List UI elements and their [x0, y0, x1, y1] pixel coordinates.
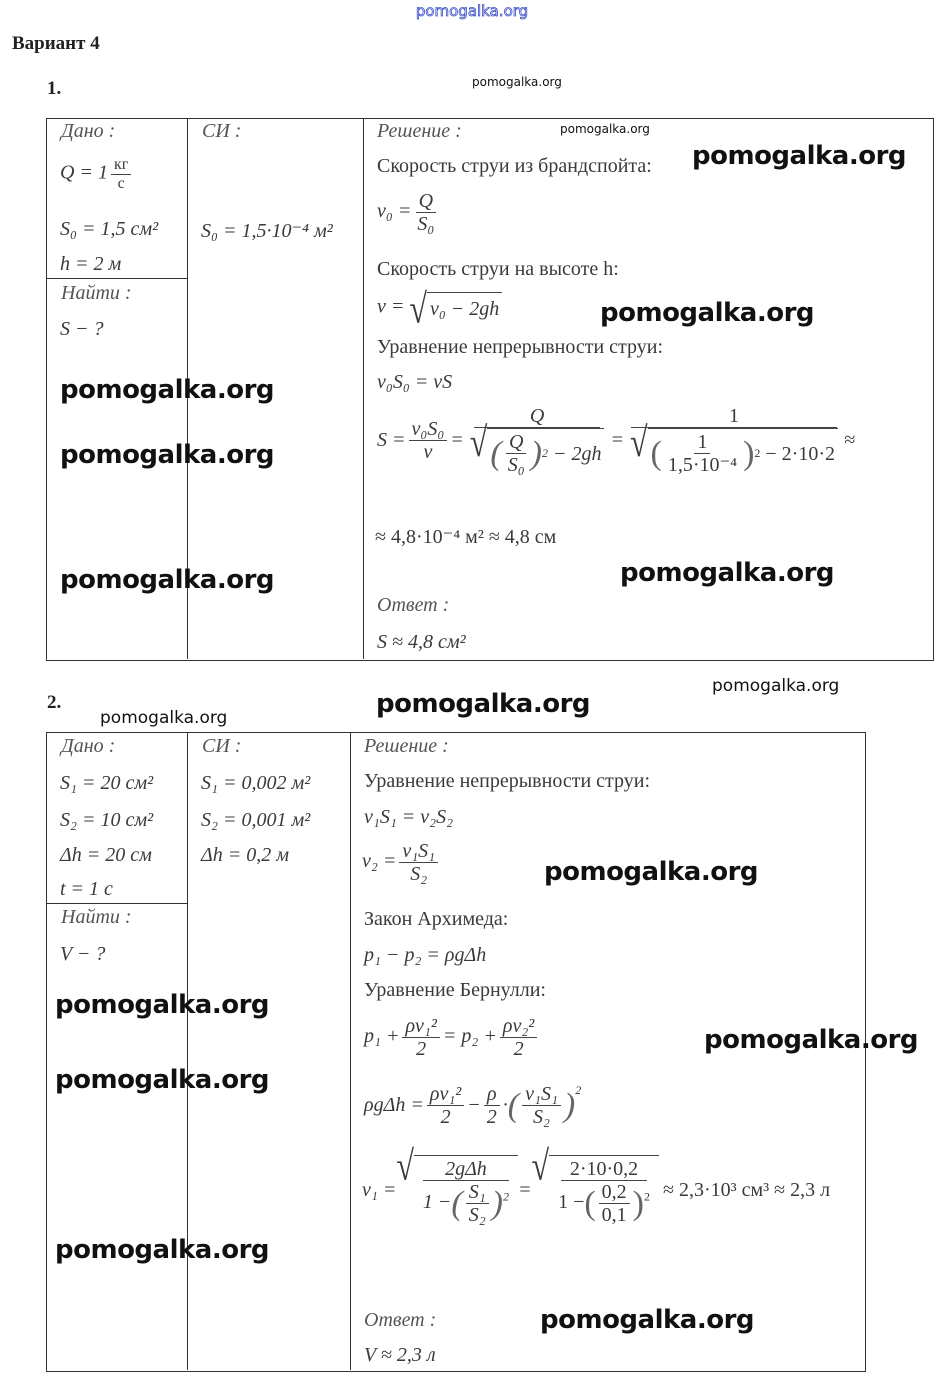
watermark: pomogalka.org [55, 1235, 270, 1265]
equals: = [518, 1179, 532, 1201]
frac-num: 0,2 [599, 1181, 630, 1204]
given-s2: S₂ = 10 см² [60, 809, 154, 831]
frac-den: S₀ [507, 454, 525, 476]
given-q-unit-num: кг [111, 156, 131, 175]
formula-lhs: v₂ = [362, 850, 397, 873]
frac-den: 1,5·10⁻⁴ [667, 454, 738, 476]
formula-lhs: v = [377, 295, 405, 318]
solution-text: Скорость струи из брандспойта: [377, 155, 652, 177]
formula-pressure: ρgΔh = $\frac{\text{ρv₁²}}{2}$ − $\frac{\rho}{2}$ · ( $\frac{\text{v₁S₁}}{\text{S₂}}$ ) $^2$ [364, 1083, 582, 1128]
formula-bernoulli [364, 1015, 540, 1060]
radicand: v₀ − 2gh [427, 292, 502, 324]
given-s0: S₀ = 1,5 см² [60, 218, 159, 240]
column-divider [350, 732, 351, 1370]
formula-v2 [362, 840, 441, 885]
given-q [60, 156, 134, 192]
frac-num: S₁ [466, 1181, 489, 1204]
exponent: 2 [575, 1083, 582, 1097]
si-s0: S₀ = 1,5·10⁻⁴ м² [201, 220, 333, 242]
find-value: V − ? [60, 943, 106, 965]
given-header: Дано : [61, 120, 116, 142]
frac-num: v₁S₁ [522, 1083, 561, 1106]
given-q-unit-den: с [117, 174, 125, 192]
frac-den: v [423, 441, 433, 463]
given-s1: S₁ = 20 см² [60, 772, 154, 794]
frac-den: 2 [440, 1106, 451, 1128]
approx-sign: ≈ [844, 429, 855, 451]
frac-num: 2·10·0,2 [561, 1158, 647, 1181]
watermark: pomogalka.org [600, 298, 815, 328]
row-divider [46, 278, 187, 279]
formula-part: p₁ + [364, 1025, 400, 1048]
find-header: Найти : [61, 906, 132, 928]
frac-num: v₁S₁ [399, 840, 438, 863]
radicand-tail: − 2·10·2 [765, 442, 835, 465]
exponent: 2 [644, 1189, 650, 1204]
row-divider [46, 903, 187, 904]
minus: − [467, 1094, 481, 1116]
frac-den: 2 [513, 1038, 524, 1060]
column-divider [363, 118, 364, 659]
frac-den: S₂ [533, 1106, 550, 1128]
formula-part: = p₂ + [442, 1025, 497, 1048]
watermark: pomogalka.org [544, 857, 759, 887]
frac-den: 2 [416, 1038, 427, 1060]
given-header: Дано : [61, 735, 116, 757]
frac-den: 0,1 [601, 1204, 627, 1226]
frac-num: 1 [694, 431, 710, 454]
frac-num: ρv₂² [500, 1015, 537, 1038]
formula-v1: v₁ = √ 2gΔh 1 −( $\frac{\text{S₁}}{\text{S₂}}$ )$^2$ = √ 2·10·0,2 1 −( $\frac{0,2}{0,1}$ )$^2$ ≈ 2,3·10³ см³ ≈ 2,3 л [362, 1141, 831, 1226]
watermark: pomogalka.org [620, 558, 835, 588]
answer: V ≈ 2,3 л [364, 1344, 436, 1366]
frac-num: Q [506, 431, 526, 454]
si-s1: S₁ = 0,002 м² [201, 772, 311, 794]
site-watermark: pomogalka.org [415, 2, 529, 20]
find-value: S − ? [60, 318, 104, 340]
given-h: h = 2 м [60, 253, 122, 275]
one-minus: 1 − [558, 1191, 585, 1214]
watermark: pomogalka.org [704, 1025, 919, 1055]
watermark: pomogalka.org [472, 75, 562, 89]
formula-v0 [377, 190, 440, 235]
dot: · [502, 1094, 508, 1116]
answer: S ≈ 4,8 см² [377, 631, 466, 653]
watermark: pomogalka.org [55, 1065, 270, 1095]
formula-v: v = √ v₀ − 2gh [377, 292, 502, 324]
given-t: t = 1 с [60, 878, 113, 900]
solution-text: Закон Архимеда: [364, 908, 509, 930]
formula-s: S = $\frac{\text{v₀S₀}}{v}$ = Q √ ( $\frac{Q}{\text{S₀}}$ ) 2 − 2gh = 1 √ ( $\frac{1}{\text{1,5·10⁻⁴}}$ ) 2 − 2·10·2 ≈ [377, 405, 855, 476]
frac-den: S₂ [468, 1204, 486, 1226]
frac-den: 2 [486, 1106, 497, 1128]
equals: = [450, 429, 464, 451]
watermark: pomogalka.org [55, 990, 270, 1020]
solution-text: Уравнение непрерывности струи: [377, 336, 664, 358]
exponent: 2 [541, 445, 548, 460]
watermark: pomogalka.org [60, 375, 275, 405]
formula-continuity: v₀S₀ = vS [377, 371, 453, 393]
watermark: pomogalka.org [712, 676, 840, 696]
formula-lhs: ρgΔh = [364, 1094, 424, 1116]
frac-num: Q [416, 190, 436, 213]
watermark: pomogalka.org [100, 708, 228, 728]
frac-num: ρv₁² [427, 1083, 464, 1106]
given-q-lhs: Q = 1 [60, 161, 108, 184]
solution-text: Уравнение Бернулли: [364, 979, 546, 1001]
problem-1-number: 1. [47, 78, 62, 99]
frac-num: Q [474, 405, 600, 428]
si-dh: Δh = 0,2 м [201, 844, 289, 866]
formula-archimedes: p₁ − p₂ = ρgΔh [364, 944, 487, 966]
frac-num: ρ [484, 1083, 500, 1106]
si-s2: S₂ = 0,001 м² [201, 809, 311, 831]
find-header: Найти : [61, 282, 132, 304]
solution-text: Скорость струи на высоте h: [377, 258, 619, 280]
solution-header: Решение : [364, 735, 449, 757]
frac-num: v₀S₀ [409, 418, 448, 441]
frac-num: ρv₁² [402, 1015, 439, 1038]
frac-den: S₂ [410, 863, 428, 885]
formula-lhs: v₀ = [377, 200, 412, 223]
answer-header: Ответ : [377, 594, 450, 616]
given-dh: Δh = 20 см [60, 844, 152, 866]
si-header: СИ : [202, 120, 242, 142]
frac-num: 2gΔh [423, 1158, 509, 1181]
exponent: 2 [503, 1189, 509, 1204]
watermark: pomogalka.org [540, 1305, 755, 1335]
problem-2-number: 2. [47, 692, 62, 713]
equals: = [610, 429, 624, 451]
watermark: pomogalka.org [60, 565, 275, 595]
watermark: pomogalka.org [692, 141, 907, 171]
watermark: pomogalka.org [560, 122, 650, 136]
solution-header: Решение : [377, 120, 462, 142]
watermark: pomogalka.org [376, 689, 591, 719]
result: ≈ 4,8·10⁻⁴ м² ≈ 4,8 см [375, 526, 557, 548]
page-title: Вариант 4 [12, 33, 100, 54]
si-header: СИ : [202, 735, 242, 757]
formula-continuity: v₁S₁ = v₂S₂ [364, 806, 454, 828]
formula-lhs: v₁ = [362, 1179, 397, 1201]
formula-lhs: S = [377, 429, 406, 451]
radicand-tail: − 2gh [552, 442, 602, 465]
column-divider [187, 732, 188, 1370]
exponent: 2 [754, 445, 761, 460]
frac-den: S₀ [417, 213, 435, 235]
frac-num: 1 [631, 405, 837, 428]
result: ≈ 2,3·10³ см³ ≈ 2,3 л [663, 1179, 831, 1201]
watermark: pomogalka.org [60, 440, 275, 470]
one-minus: 1 − [422, 1191, 452, 1214]
solution-text: Уравнение непрерывности струи: [364, 770, 651, 792]
answer-header: Ответ : [364, 1309, 437, 1331]
